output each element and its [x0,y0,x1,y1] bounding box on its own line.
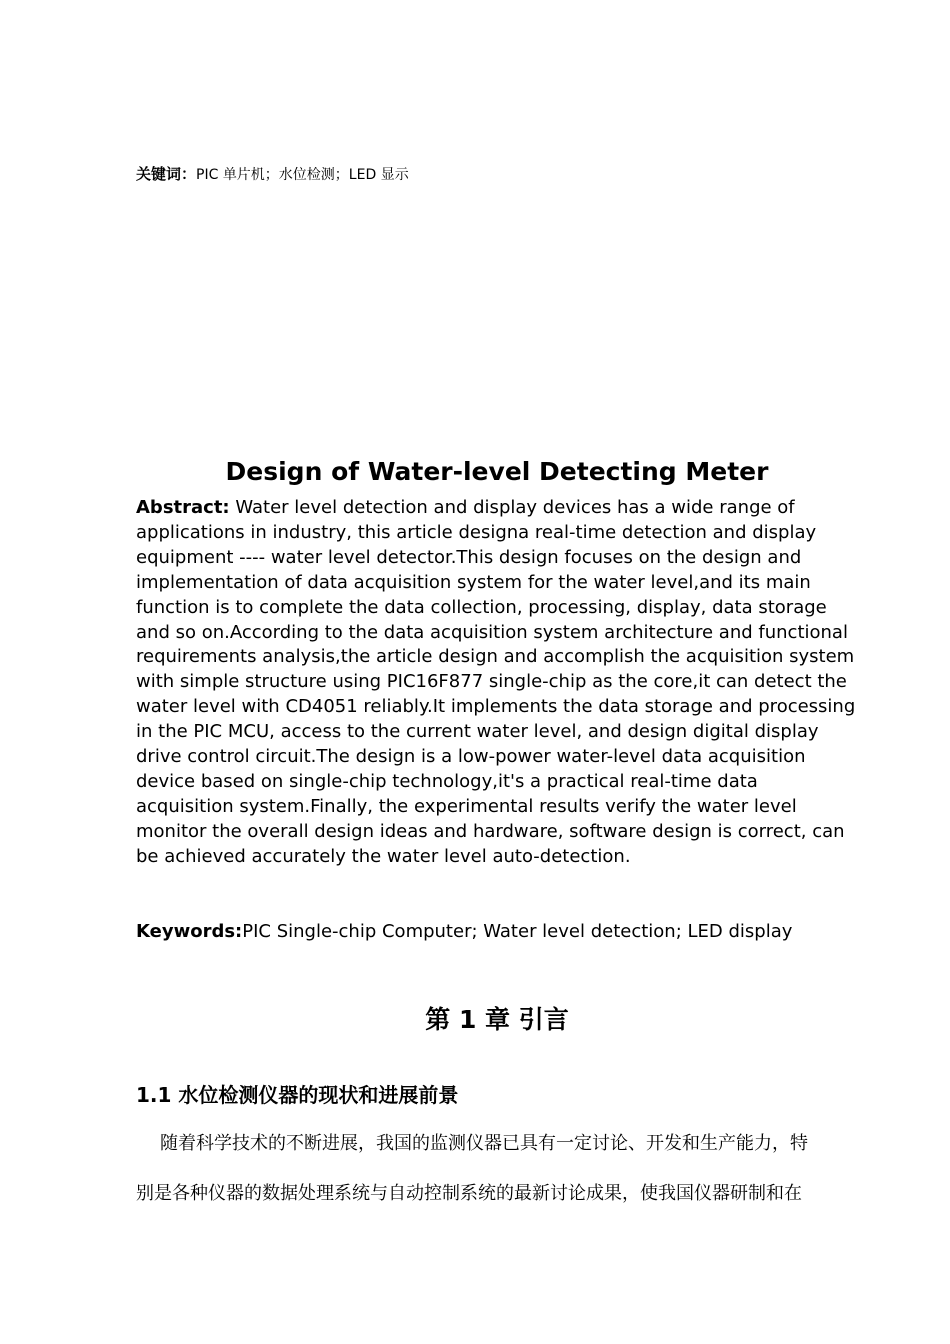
section-title: 1.1 水位检测仪器的现状和进展前景 [136,1083,459,1107]
abstract-label: Abstract: [136,497,230,518]
english-title: Design of Water-level Detecting Meter [225,457,769,486]
body-text-line-2: 别是各种仪器的数据处理系统与自动控制系统的最新讨论成果，使我国仪器研制和在 [136,1183,802,1204]
english-keywords-label: Keywords: [136,921,243,942]
chinese-keywords-text: PIC 单片机；水位检测；LED 显示 [196,167,409,183]
english-keywords-text: PIC Single-chip Computer; Water level detection; LED display [242,921,793,942]
chinese-keywords [136,163,409,186]
chapter-title: 第 1 章 引言 [425,1005,569,1034]
english-keywords [136,919,858,944]
abstract-text: Water level detection and display devices has a wide range of applications in industry, this article designa real-time detection and display equipment ---- water level detector.This design focuses on the design and implementation of data acquisition system for the water level,and its main function is to complete the data collection, processing, display, data storage and so on.According to the data acquisition system architecture and functional requirements analysis,the article design and accomplish the acquisition system with simple structure using PIC16F877 single-chip as the core,it can detect the water level with CD4051 reliably.It implements the data storage and processing in the PIC MCU, access to the current water level, and design digital display drive control circuit.The design is a low-power water-level data acquisition device based on single-chip technology,it's a practical real-time data acquisition system.Finally, the experimental results verify the water level monitor the overall design ideas and hardware, software design is correct, can be achieved accurately the water level auto-detection. [136,497,856,867]
chinese-keywords-label: 关键词： [136,165,197,183]
body-text-line-1: 随着科学技术的不断进展，我国的监测仪器已具有一定讨论、开发和生产能力，特 [160,1133,808,1154]
abstract-paragraph [136,496,858,870]
